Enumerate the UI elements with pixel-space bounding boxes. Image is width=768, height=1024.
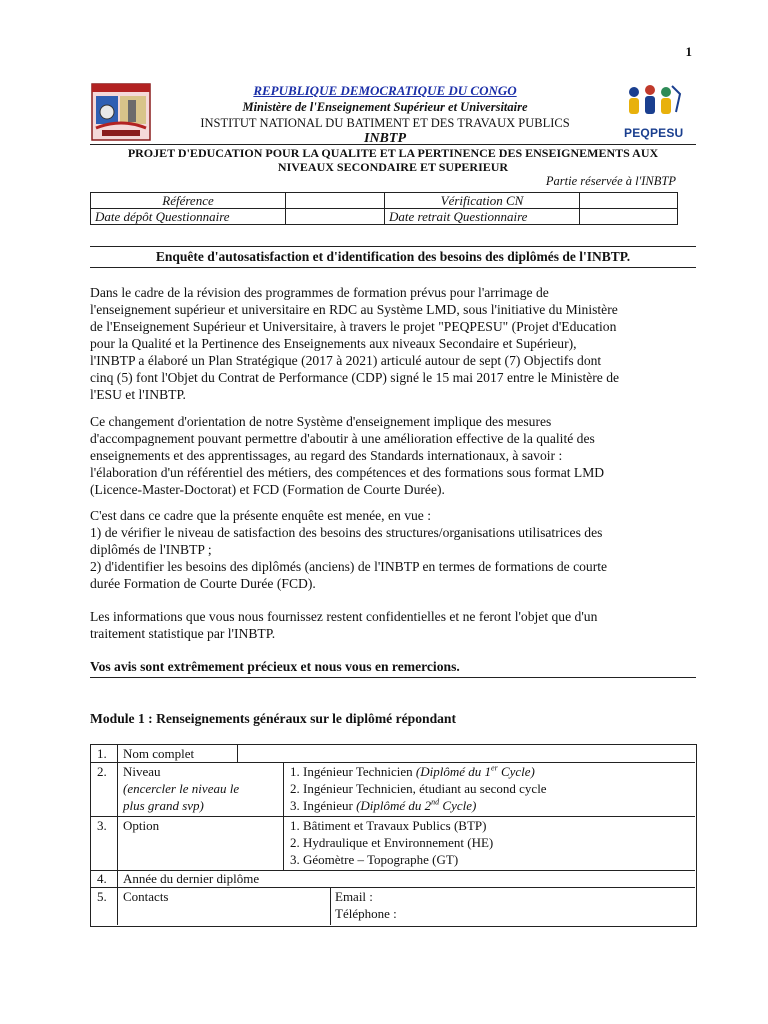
level-option-3-note-end: Cycle) bbox=[439, 798, 477, 813]
paragraph-4 bbox=[90, 608, 696, 642]
paragraph-1-line: cinq (5) font l'Objet du Contrat de Performance (CDP) signé le 15 mai 2017 entre le Ministère de bbox=[90, 370, 620, 385]
ministry-name: Ministère de l'Enseignement Supérieur et Universitaire bbox=[242, 100, 528, 114]
full-name-field[interactable] bbox=[242, 745, 690, 761]
level-option-3-note bbox=[356, 798, 476, 813]
paragraph-4-line: Les informations que vous nous fournissez restent confidentielles et ne feront l'objet que d'un bbox=[90, 609, 598, 624]
paragraph-1-line: de l'Enseignement Supérieur et Universitaire, à travers le projet "PEQPESU" (Projet d'Education bbox=[90, 319, 617, 334]
level-option-1-main: 1. Ingénieur Technicien bbox=[290, 764, 416, 779]
last-diploma-year-label: Année du dernier diplôme bbox=[123, 871, 260, 886]
paragraph-1 bbox=[90, 284, 696, 403]
row-4-number: 4. bbox=[97, 871, 107, 886]
form-cell-divider bbox=[330, 887, 331, 925]
form-cell-divider bbox=[237, 744, 238, 762]
contacts-label: Contacts bbox=[123, 889, 169, 904]
paragraph-3-line: C'est dans ce cadre que la présente enquête est menée, en vue : bbox=[90, 508, 432, 523]
paragraph-2-line: l'élaboration d'un référentiel des métiers, des compétences et des formations sous format LMD bbox=[90, 465, 605, 480]
level-option-1-superscript: er bbox=[491, 763, 498, 773]
form-cell-divider bbox=[283, 762, 284, 870]
project-title-line1: PROJET D'EDUCATION POUR LA QUALITE ET LA PERTINENCE DES ENSEIGNEMENTS AUX bbox=[127, 146, 659, 160]
institute-name: INSTITUT NATIONAL DU BATIMENT ET DES TRAVAUX PUBLICS bbox=[200, 116, 570, 130]
level-option-1-note-end: Cycle) bbox=[497, 764, 535, 779]
reference-label: Référence bbox=[91, 193, 286, 209]
reserved-note: Partie réservée à l'INBTP bbox=[545, 174, 676, 188]
thanks-line: Vos avis sont extrêmement précieux et nous vous en remercions. bbox=[90, 659, 460, 674]
republic-title: REPUBLIQUE DEMOCRATIQUE DU CONGO bbox=[253, 83, 517, 98]
peqpesu-logo bbox=[622, 82, 684, 140]
thanks-rule bbox=[90, 677, 696, 678]
phone-field[interactable]: Téléphone : bbox=[335, 906, 397, 921]
header-divider bbox=[90, 144, 696, 145]
date-retrait-label: Date retrait Questionnaire bbox=[385, 209, 580, 225]
module-1-title: Module 1 : Renseignements généraux sur le diplômé répondant bbox=[90, 711, 457, 726]
paragraph-1-line: pour la Qualité et la Pertinence des Enseignements aux niveaux Secondaire et Supérieur), bbox=[90, 336, 577, 351]
option-label: Option bbox=[123, 818, 160, 833]
option-choice-1[interactable]: 1. Bâtiment et Travaux Publics (BTP) bbox=[290, 818, 487, 833]
last-diploma-year-field[interactable] bbox=[290, 871, 690, 886]
paragraph-3-line: diplômés de l'INBTP ; bbox=[90, 542, 212, 557]
email-field[interactable]: Email : bbox=[335, 889, 373, 904]
level-option-3-superscript: nd bbox=[431, 797, 440, 807]
date-retrait-value[interactable] bbox=[580, 209, 678, 225]
level-option-3-main: 3. Ingénieur bbox=[290, 798, 357, 813]
reference-value[interactable] bbox=[286, 193, 385, 209]
letterhead bbox=[160, 83, 610, 147]
level-label: Niveau bbox=[123, 764, 161, 779]
level-option-3[interactable] bbox=[290, 797, 476, 814]
project-title bbox=[90, 146, 696, 174]
paragraph-2-line: d'accompagnement pouvant permettre d'aboutir à une amélioration effective de la qualité des bbox=[90, 431, 595, 446]
paragraph-1-line: l'INBTP a élaboré un Plan Stratégique (2017 à 2021) articulé autour de sept (7) Objectifs dont bbox=[90, 353, 602, 368]
institute-acronym: INBTP bbox=[364, 131, 406, 146]
page-number: 1 bbox=[685, 44, 692, 59]
full-name-label: Nom complet bbox=[123, 746, 195, 761]
paragraph-2 bbox=[90, 413, 696, 498]
option-choice-2[interactable]: 2. Hydraulique et Environnement (HE) bbox=[290, 835, 494, 850]
paragraph-2-line: Ce changement d'orientation de notre Système d'enseignement implique des mesures bbox=[90, 414, 552, 429]
level-option-1-note-text: (Diplômé du 1 bbox=[415, 764, 492, 779]
level-option-1-note bbox=[416, 764, 535, 779]
paragraph-3-line: 2) d'identifier les besoins des diplômés (anciens) de l'INBTP en termes de formations de courte bbox=[90, 559, 608, 574]
paragraph-1-line: Dans le cadre de la révision des programmes de formation prévus pour l'arrimage de bbox=[90, 285, 549, 300]
paragraph-2-line: enseignements et des apprentissages, au regard des Standards internationaux, à savoir : bbox=[90, 448, 563, 463]
row-5-number: 5. bbox=[97, 889, 107, 904]
level-hint-line2: plus grand svp) bbox=[123, 798, 204, 813]
survey-title-top-rule bbox=[90, 246, 696, 247]
level-option-1[interactable] bbox=[290, 763, 535, 780]
paragraph-3-line: durée Formation de Courte Durée (FCD). bbox=[90, 576, 316, 591]
form-row-separator bbox=[90, 887, 695, 888]
row-1-number: 1. bbox=[97, 746, 107, 761]
level-option-3-note-text: (Diplômé du 2 bbox=[356, 798, 432, 813]
paragraph-1-line: l'ESU et l'INBTP. bbox=[90, 387, 186, 402]
survey-title: Enquête d'autosatisfaction et d'identification des besoins des diplômés de l'INBTP. bbox=[155, 249, 631, 264]
verification-value[interactable] bbox=[580, 193, 678, 209]
paragraph-3 bbox=[90, 507, 696, 592]
project-title-line2: NIVEAUX SECONDAIRE ET SUPERIEUR bbox=[277, 160, 509, 174]
paragraph-3-line: 1) de vérifier le niveau de satisfaction des besoins des structures/organisations utilisatrices des bbox=[90, 525, 603, 540]
inbtp-logo bbox=[90, 82, 152, 144]
peqpesu-logo-text: PEQPESU bbox=[624, 126, 684, 140]
reference-table bbox=[90, 192, 678, 225]
row-3-number: 3. bbox=[97, 818, 107, 833]
survey-title-bottom-rule bbox=[90, 267, 696, 268]
paragraph-1-line: l'enseignement supérieur et universitaire en RDC au Système LMD, sous l'initiative du Ministère bbox=[90, 302, 618, 317]
verification-label: Vérification CN bbox=[385, 193, 580, 209]
option-choice-3[interactable]: 3. Géomètre – Topographe (GT) bbox=[290, 852, 459, 867]
form-number-column-divider bbox=[117, 744, 118, 925]
level-option-2[interactable]: 2. Ingénieur Technicien, étudiant au second cycle bbox=[290, 781, 547, 796]
date-depot-label: Date dépôt Questionnaire bbox=[91, 209, 286, 225]
date-depot-value[interactable] bbox=[286, 209, 385, 225]
paragraph-2-line: (Licence-Master-Doctorat) et FCD (Formation de Courte Durée). bbox=[90, 482, 445, 497]
paragraph-4-line: traitement statistique par l'INBTP. bbox=[90, 626, 276, 641]
row-2-number: 2. bbox=[97, 764, 107, 779]
level-hint-line1: (encercler le niveau le bbox=[123, 781, 240, 796]
